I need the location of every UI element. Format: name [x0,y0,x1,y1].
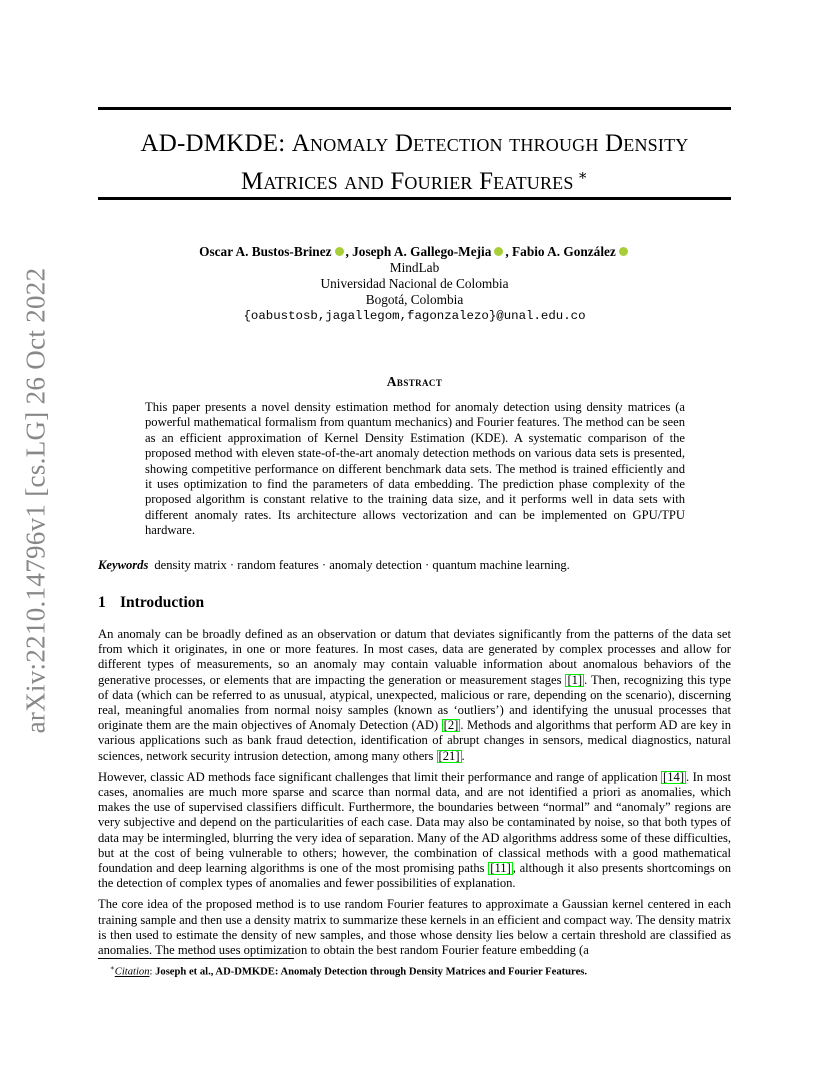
citation-link[interactable]: [1] [567,672,583,687]
footnote-citation-label[interactable]: Citation [114,966,150,978]
keywords [98,558,731,573]
footnote-rule [98,958,294,959]
paragraph-text: . Methods and algorithms that perform AD are key in various applications such as bank fraud detection, identification of abrupt changes in sensors, medical diagnostics, natural sciences, network security intrusion detection, among many others [98,718,732,763]
author-1: Oscar A. Bustos-Brinez [199,244,332,259]
arxiv-stamp-text: arXiv:2210.14796v1 [cs.LG] 26 Oct 2022 [20,267,51,733]
paragraph-2 [98,770,731,892]
footnote-separator: : [149,966,156,978]
section-title: Introduction [120,594,205,611]
citation-link[interactable]: [2] [443,718,459,733]
author-emails: {oabustosb,jagallegom,fagonzalezo}@unal.edu.co [243,309,586,323]
footnote-text: Joseph et al., AD-DMKDE: Anomaly Detection through Density Matrices and Fourier Features. [155,966,588,978]
orcid-icon[interactable] [619,247,628,256]
title-line-1 [98,128,731,160]
orcid-icon[interactable] [335,247,344,256]
author-3: Fabio A. González [512,244,616,259]
orcid-icon[interactable] [494,247,503,256]
author-block [98,244,731,324]
abstract-heading: Abstract [386,374,443,389]
title-line-1-text: Anomaly Detection through Density [291,130,689,157]
author-names: Oscar A. Bustos-Brinez , Joseph A. Gallego-Mejia , Fabio A. González [98,244,731,260]
paragraph-3: The core idea of the proposed method is to use random Fourier features to approximate a Gaussian kernel centered in each training sample and then use a density matrix to summarize these kernels in an efficient and compact way. The density matrix is then used to estimate the density of new samples, and those whose density lies below a certain threshold are classified as anomalies. The method uses optimization to obtain the best random Fourier feature embedding (a [98,897,731,958]
paper-title [98,128,731,198]
keywords-text: density matrix · random features · anomaly detection · quantum machine learning. [154,558,570,572]
arxiv-stamp [2,267,70,733]
section-heading [98,594,731,612]
paragraph-text: . In most cases, anomalies are much more sparse and scarce than normal data, and are not identified a priori as anomalies, which makes the use of supervised classifiers difficult. Furthermore, the boundaries between “normal” and “anomaly” regions are very subjective and depend on the particularities of each case. Data may also be contaminated by noise, so that both types of data may be intermingled, blurring the very idea of separation. Many of the AD algorithms address some of these difficulties, but at the cost of being vulnerable to others; however, the combination of classical methods with a good mathematical foundation and deep learning algorithms is one of the most promising paths [98,769,731,876]
title-line-2 [98,160,731,198]
title-footnote-mark: ∗ [577,168,588,184]
citation-link[interactable]: [21] [438,748,460,763]
title-bottom-rule [98,197,731,200]
affiliation-lab: MindLab [389,260,440,275]
affiliation-university: Universidad Nacional de Colombia [320,276,509,291]
paragraph-text: An anomaly can be broadly defined as an observation or datum that deviates significantly from the patterns of the data set from which it originates, in one or more features. In most cases, data are generated by complex processes and allow for different types of measurements, so an anomaly may contain valuable information about anomalous behaviors of the generative processes, or elements that are impacting the generation or measurement stages [98,627,731,687]
section-body [98,627,731,964]
paragraph-text: . [461,748,465,763]
citation-link[interactable]: [11] [490,861,511,876]
footnote [110,962,730,979]
affiliation-city: Bogotá, Colombia [365,292,464,307]
paragraph-text: . Then, recognizing this type of data (which can be referred to as unusual, atypical, unexpected, malicious or rare, depending on the scenario), discerning real, meaningful anomalies from normal noisy samples (known as ‘outliers’) and identifying the unusual processes that originate them are the main objectives of Anomaly Detection (AD) [98,672,731,733]
paragraph-1 [98,627,731,764]
paragraph-text: , although it also presents shortcomings on the detection of complex types of anomalies and fewer possibilities of explanation. [98,861,731,891]
keywords-label: Keywords [98,558,149,572]
abstract-text: This paper presents a novel density estimation method for anomaly detection using density matrices (a powerful mathematical formalism from quantum mechanics) and Fourier features. The method can be seen as an efficient approximation of Kernel Density Estimation (KDE). A systematic comparison of the proposed method with eleven state-of-the-art anomaly detection methods on various data sets is presented, showing competitive performance on different benchmark data sets. The method is trained efficiently and it uses optimization to find the parameters of data embedding. The prediction phase complexity of the proposed algorithm is constant relative to the training data size, and it performs well in data sets with different anomaly rates. Its architecture allows vectorization and can be implemented on GPU/TPU hardware. [145,400,685,538]
author-2: Joseph A. Gallego-Mejia [352,244,492,259]
title-acronym: AD-DMKDE: [140,130,292,157]
citation-link[interactable]: [14] [663,769,685,784]
paragraph-text: However, classic AD methods face significant challenges that limit their performance and range of application [98,769,662,784]
section-number: 1 [98,594,106,611]
footnote-mark: ∗ [110,964,115,972]
title-top-rule [98,107,731,110]
title-line-2-text: Matrices and Fourier Features [240,168,574,195]
